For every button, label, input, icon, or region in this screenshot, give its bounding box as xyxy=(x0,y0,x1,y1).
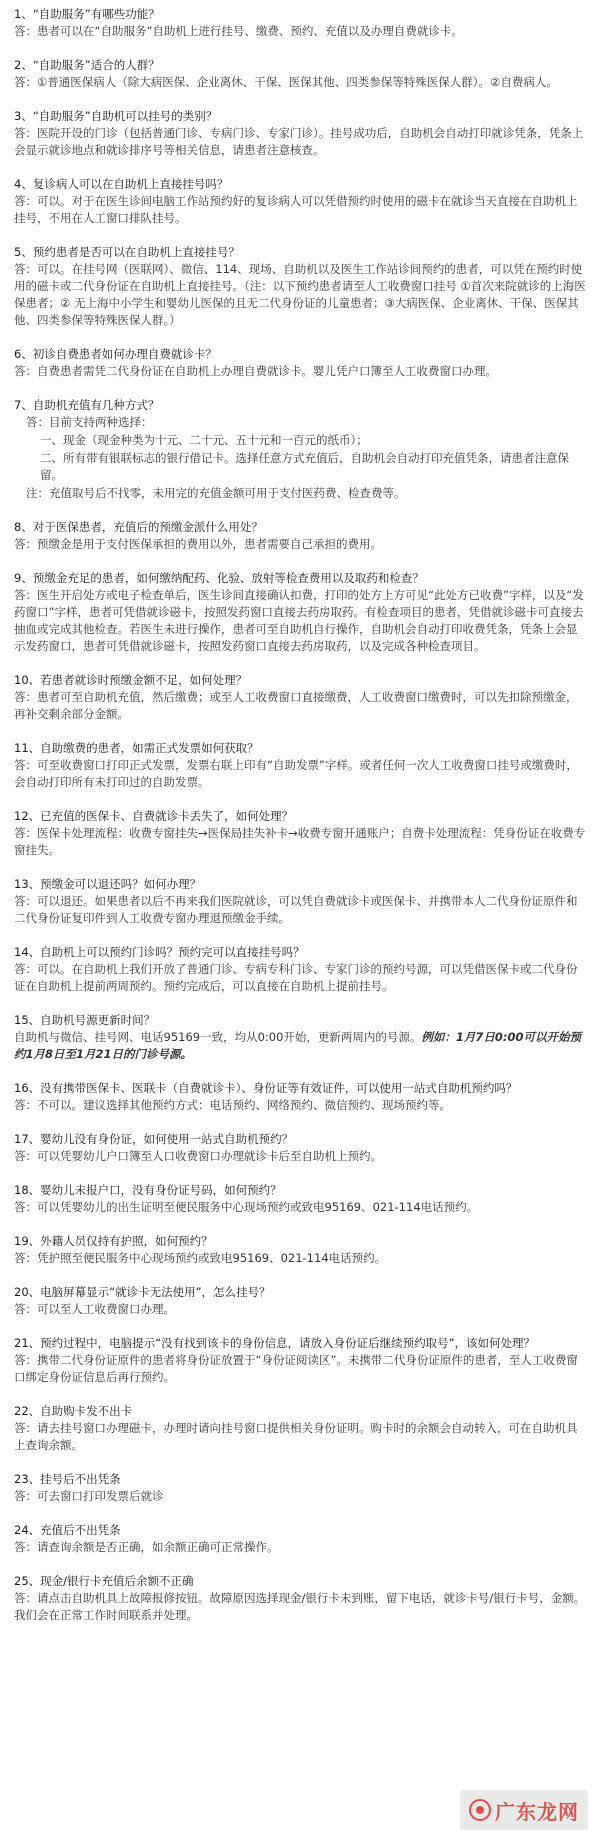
faq-item-21 xyxy=(12,1335,588,1386)
answer: 答：自费患者需凭二代身份证在自助机上办理自费就诊卡。婴儿凭户口簿至人工收费窗口办理。 xyxy=(14,364,497,378)
question: 23、挂号后不出凭条 xyxy=(14,1472,121,1486)
answer: 答：请点击自助机具上故障报修按钮。故障原因选择现金/银行卡未到账，留下电话，就诊卡号/银行卡号，金额。我们会在正常工作时间联系并处理。 xyxy=(14,1591,586,1622)
answer-example: 例如：1月7日0:00可以开始预约1月8日至1月21日的门诊号源。 xyxy=(14,1030,582,1061)
faq-item-22 xyxy=(12,1403,588,1454)
faq-item-19 xyxy=(12,1233,588,1267)
faq-item-24 xyxy=(12,1522,588,1556)
answer: 答：患者可以在“自助服务”自助机上进行挂号、缴费、预约、充值以及办理自费就诊卡。 xyxy=(14,24,463,38)
question: 25、现金/银行卡充值后余额不正确 xyxy=(14,1574,194,1588)
answer: 答：不可以。建议选择其他预约方式：电话预约、网络预约、微信预约、现场预约等。 xyxy=(14,1098,451,1112)
watermark-text: 广东龙网 xyxy=(495,1799,579,1824)
question: 19、外籍人员仅持有护照，如何预约？ xyxy=(14,1234,213,1248)
question: 21、预约过程中，电脑提示“没有找到该卡的身份信息，请放入身份证后继续预约取号”，该如何处理？ xyxy=(14,1336,536,1350)
question: 10、若患者就诊时预缴金额不足，如何处理？ xyxy=(14,673,248,687)
answer: 答：预缴金是用于支付医保承担的费用以外，患者需要自己承担的费用。 xyxy=(14,537,382,551)
question: 16、没有携带医保卡、医联卡（自费就诊卡）、身份证等有效证件，可以使用一站式自助机预约吗？ xyxy=(14,1081,518,1095)
faq-item-5 xyxy=(12,244,588,329)
question: 3、“自助服务”自助机可以挂号的类别？ xyxy=(14,109,218,123)
question: 5、预约患者是否可以在自助机上直接挂号？ xyxy=(14,245,240,259)
faq-item-3 xyxy=(12,108,588,159)
answer: 答：请查询余额是否正确，如余额正确可正常操作。 xyxy=(14,1540,279,1554)
question: 7、自助机充值有几种方式？ xyxy=(14,398,160,412)
faq-item-1 xyxy=(12,6,588,40)
question: 2、“自助服务”适合的人群？ xyxy=(14,58,160,72)
question: 20、电脑屏幕显示“就诊卡无法使用”，怎么挂号？ xyxy=(14,1285,271,1299)
answer xyxy=(12,1029,588,1063)
answer: 答：可以凭婴幼儿户口簿至人口收费窗口办理就诊卡后至自助机上预约。 xyxy=(14,1149,382,1163)
answer: 答：患者可至自助机充值，然后缴费；或至人工收费窗口直接缴费，人工收费窗口缴费时，可以先扣除预缴金，再补交剩余部分金额。 xyxy=(14,690,578,721)
question: 11、自助缴费的患者，如需正式发票如何获取？ xyxy=(14,741,259,755)
faq-item-15 xyxy=(12,1012,588,1063)
faq-item-10 xyxy=(12,672,588,723)
answer: 答：可以。在挂号网（医联网）、微信、114、现场、自助机以及医生工作站诊间预约的患者，可以凭在预约时使用的磁卡或二代身份证在自助机上直接挂号。（注：以下预约患者请至人工收费窗口挂号 ①首次来院就诊的上海医保患者；② 无上海中小学生和婴幼儿医保的且无二代身份证的儿童患者；③大病医保、企业离休、干保、医保其他、四类参保等特殊医保人群。） xyxy=(14,262,586,327)
question: 22、自助购卡发不出卡 xyxy=(14,1404,133,1418)
question: 12、已充值的医保卡、自费就诊卡丢失了，如何处理？ xyxy=(14,809,294,823)
answer: 答：凭护照至便民服务中心现场预约或致电95169、021-114电话预约。 xyxy=(14,1251,387,1265)
question: 24、充值后不出凭条 xyxy=(14,1523,121,1537)
faq-item-11 xyxy=(12,740,588,791)
question: 1、“自助服务”有哪些功能？ xyxy=(14,7,160,21)
faq-item-18 xyxy=(12,1182,588,1216)
faq-item-2 xyxy=(12,57,588,91)
site-watermark xyxy=(460,1790,588,1830)
answer: 答：可以至人工收费窗口办理。 xyxy=(14,1302,175,1316)
answer: 答：医生开启处方或电子检查单后，医生诊间直接确认扣费，打印的处方上方可见“此处方已收费”字样，以及“发药窗口”字样，患者可凭借就诊磁卡，按照发药窗口直接去药房取药。有检查项目的患者，凭借就诊磁卡可直接去抽血或完成其他检查。若医生未进行操作，患者可至自助机自行操作，自助机会自动打印收费凭条，凭条上会显示发药窗口，患者可凭借就诊磁卡，按照发药窗口直接去药房取药，以及完成各种检查项目。 xyxy=(14,588,584,653)
question: 15、自助机号源更新时间？ xyxy=(14,1013,156,1027)
faq-item-20 xyxy=(12,1284,588,1318)
answer: 答：可以凭婴幼儿的出生证明至便民服务中心现场预约或致电95169、021-114电话预约。 xyxy=(14,1200,479,1214)
faq-item-17 xyxy=(12,1131,588,1165)
answer: 答：可以。对于在医生诊间电脑工作站预约好的复诊病人可以凭借预约时使用的磁卡在就诊当天直接在自助机上挂号，不用在人工窗口排队挂号。 xyxy=(14,194,578,225)
faq-item-25 xyxy=(12,1573,588,1624)
question: 8、对于医保患者，充值后的预缴金派什么用处？ xyxy=(14,520,263,534)
answer-text: 自助机与微信、挂号网、电话95169一致，均从0:00开始，更新两周内的号源。 xyxy=(14,1030,422,1044)
faq-item-9 xyxy=(12,570,588,655)
faq-item-6 xyxy=(12,346,588,380)
answer: 答：可以。在自助机上我们开放了普通门诊、专病专科门诊、专家门诊的预约号源，可以凭借医保卡或二代身份证在自助机上提前两周预约。预约完成后，可以直接在自助机上提前挂号。 xyxy=(14,962,578,993)
answer: 答：可以退还。如果患者以后不再来我们医院就诊，可以凭自费就诊卡或医保卡、并携带本人二代身份证原件和二代身份证复印件到人工收费专窗办理退预缴金手续。 xyxy=(14,894,578,925)
question: 18、婴幼儿未报户口，没有身份证号码，如何预约？ xyxy=(14,1183,282,1197)
question: 14、自助机上可以预约门诊吗？预约完可以直接挂号吗？ xyxy=(14,945,305,959)
faq-item-14 xyxy=(12,944,588,995)
answer: 答：可去窗口打印发票后就诊 xyxy=(14,1489,164,1503)
logo-icon xyxy=(469,1799,491,1821)
answer: 答：①普通医保病人（除大病医保、企业离休、干保、医保其他、四类参保等特殊医保人群）。②自费病人。 xyxy=(14,75,558,89)
question: 4、复诊病人可以在自助机上直接挂号吗？ xyxy=(14,177,229,191)
answer-option-cash: 一、现金（现金种类为十元、二十元、五十元和一百元的纸币）； xyxy=(40,433,368,447)
question: 9、预缴金充足的患者，如何缴纳配药、化验、放射等检查费用以及取药和检查？ xyxy=(14,571,424,585)
answer: 答：医保卡处理流程：收费专窗挂失→医保局挂失补卡→收费专窗开通账户；自费卡处理流程：凭身份证在收费专窗挂失。 xyxy=(14,826,586,857)
answer-option-card: 二、所有带有银联标志的银行借记卡。选择任意方式充值后，自助机会自动打印充值凭条，请患者注意保留。 xyxy=(40,451,569,482)
question: 6、初诊自费患者如何办理自费就诊卡？ xyxy=(14,347,217,361)
faq-item-23 xyxy=(12,1471,588,1505)
faq-item-12 xyxy=(12,808,588,859)
faq-item-4 xyxy=(12,176,588,227)
answer: 答：请去挂号窗口办理磁卡，办理时请向挂号窗口提供相关身份证明。购卡时的余额会自动转入，可在自助机具上查询余额。 xyxy=(14,1421,578,1452)
question: 13、预缴金可以退还吗？如何办理？ xyxy=(14,877,202,891)
answer: 答：医院开设的门诊（包括普通门诊、专病门诊、专家门诊）。挂号成功后，自助机会自动打印就诊凭条，凭条上会显示就诊地点和就诊排序号等相关信息，请患者注意核查。 xyxy=(14,126,584,157)
question: 17、婴幼儿没有身份证，如何使用一站式自助机预约？ xyxy=(14,1132,294,1146)
faq-item-7 xyxy=(12,397,588,502)
answer: 答：携带二代身份证原件的患者将身份证放置于“身份证阅读区”。未携带二代身份证原件的患者，至人工收费窗口绑定身份证信息后再行预约。 xyxy=(14,1353,578,1384)
faq-item-13 xyxy=(12,876,588,927)
answer-note: 注：充值取号后不找零，未用完的充值金额可用于支付医药费、检查费等。 xyxy=(26,486,406,500)
faq-item-16 xyxy=(12,1080,588,1114)
answer: 答：可至收费窗口打印正式发票，发票右联上印有“自助发票”字样。或者任何一次人工收费窗口挂号或缴费时，会自动打印所有未打印过的自助发票。 xyxy=(14,758,578,789)
faq-item-8 xyxy=(12,519,588,553)
answer: 答：目前支持两种选择： xyxy=(26,415,153,429)
